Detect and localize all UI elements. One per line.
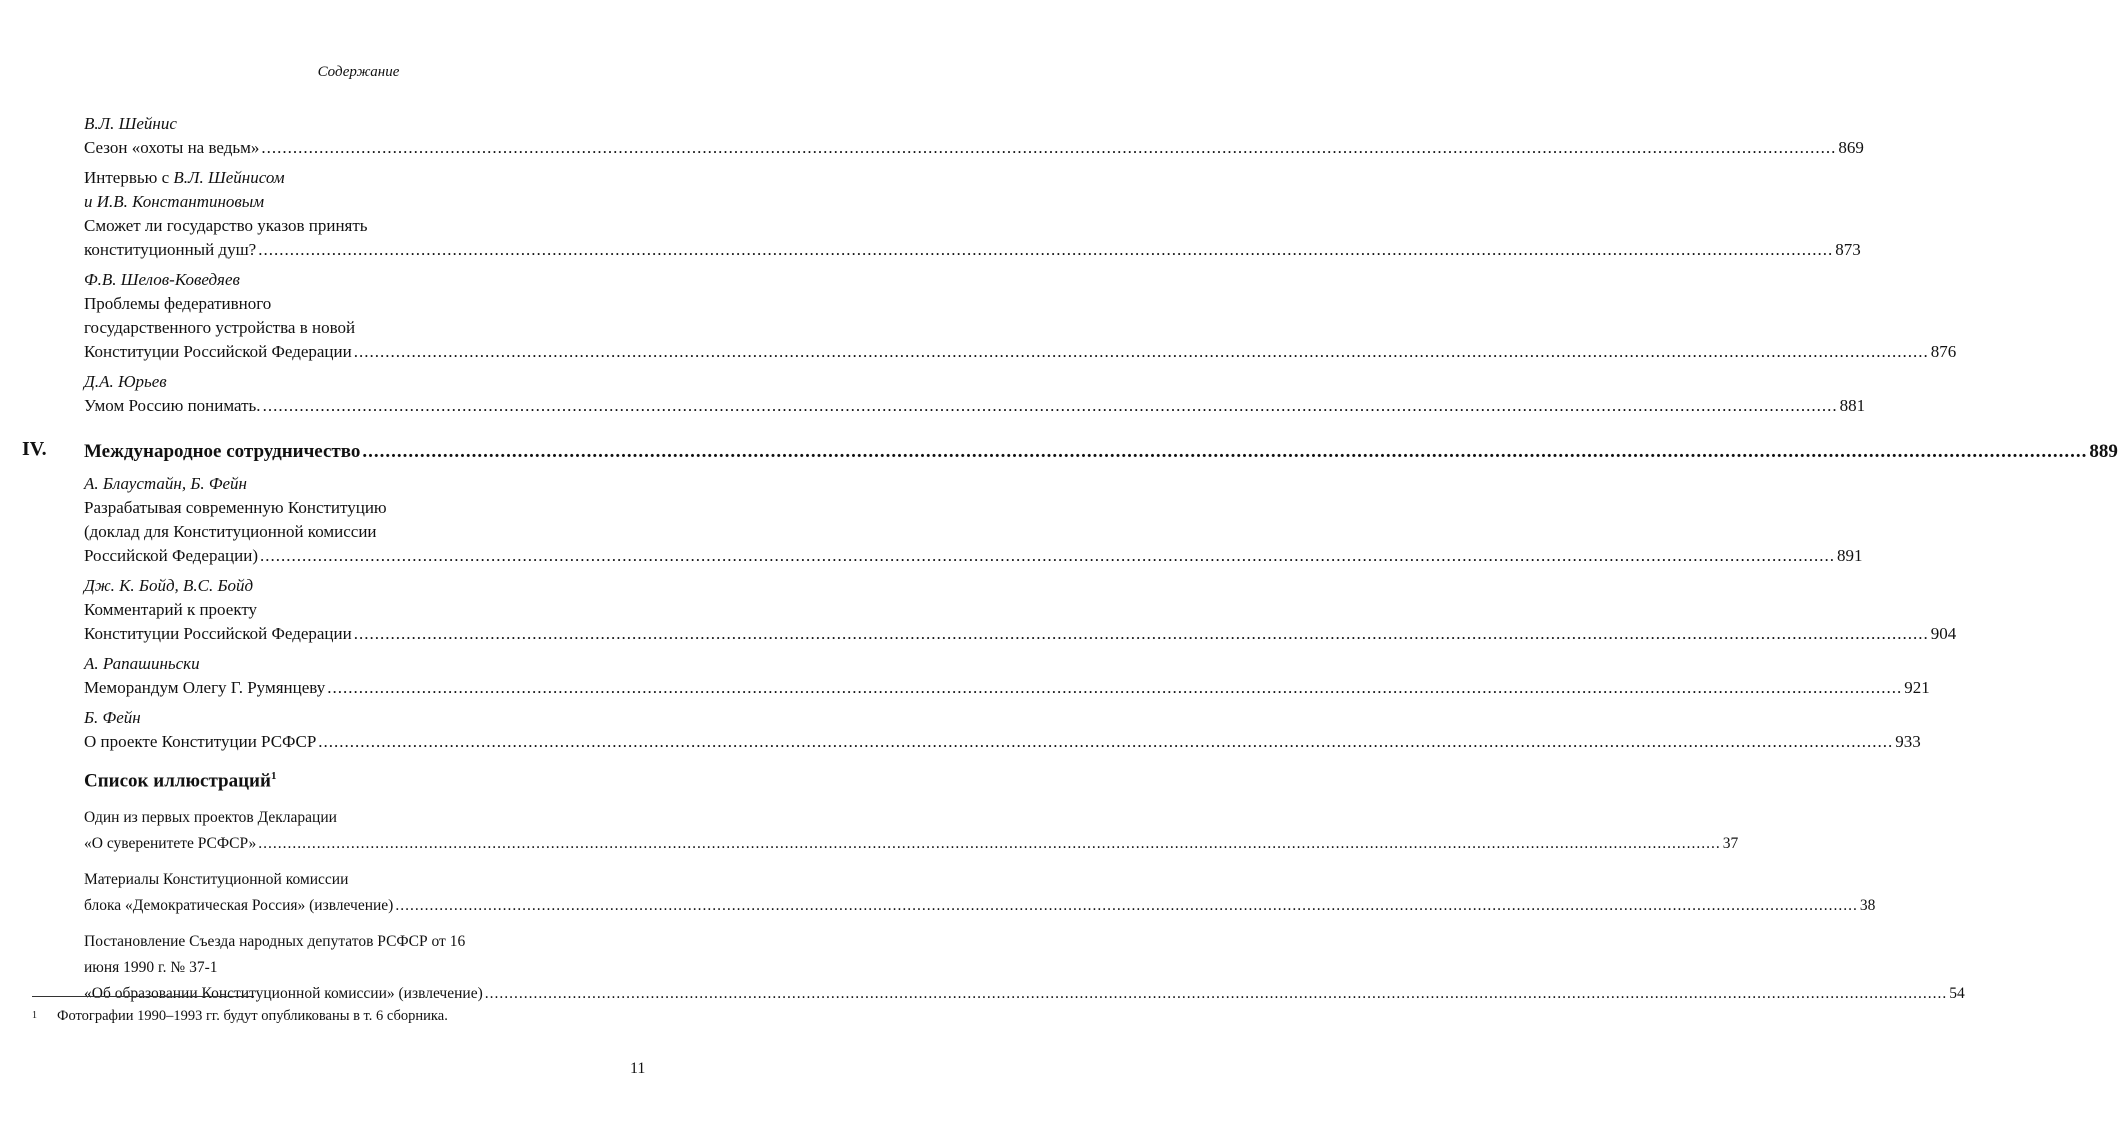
toc-entry-line: Материалы Конституционной комиссии (84, 871, 349, 889)
dot-leader: ............................................................................................................................................................................................................................................................................................................ (362, 441, 2088, 462)
dot-leader: ............................................................................................................................................................................................................................................................................................................ (327, 678, 1903, 697)
toc-entry-title: конституционный душ? (84, 240, 257, 259)
section-title-line (84, 438, 2118, 466)
toc-page-number: 876 (1930, 342, 1957, 361)
toc-entry-title: «Об образовании Конституционной комиссии» (извлечение) (84, 985, 483, 1003)
toc-entry-line: Постановление Съезда народных депутатов РСФСР от 16 (84, 933, 466, 951)
toc-entry-title: Конституции Российской Федерации (84, 624, 352, 643)
dot-leader: ............................................................................................................................................................................................................................................................................................................ (258, 240, 1834, 259)
toc-entry-title: Конституции Российской Федерации (84, 342, 352, 361)
section-heading[interactable] (0, 438, 2118, 466)
toc-entry[interactable] (84, 574, 1957, 646)
toc-entry-line: государственного устройства в новой (84, 318, 356, 337)
illustrations-heading (84, 762, 717, 795)
toc-entry-author: Д.А. Юрьев (84, 372, 167, 391)
table-of-contents (0, 112, 2118, 1017)
section-title: Международное сотрудничество (84, 441, 361, 462)
footnote (32, 1006, 672, 1026)
dot-leader: ............................................................................................................................................................................................................................................................................................................ (395, 897, 1858, 915)
toc-leader-line (84, 676, 1930, 700)
toc-page-number: 869 (1838, 138, 1864, 157)
toc-entry-author: В.Л. Шейнис (84, 114, 177, 133)
toc-entry-title: О проекте Конституции РСФСР (84, 732, 317, 751)
toc-entry-title: Сезон «охоты на ведьм» (84, 138, 260, 157)
toc-entry-title: Умом Россию понимать. (84, 396, 261, 415)
toc-entry-author: Дж. К. Бойд, В.С. Бойд (84, 576, 254, 595)
toc-entry[interactable] (84, 867, 1876, 919)
footnote-text: Фотографии 1990–1993 гг. будут опубликованы в т. 6 сборника. (57, 1008, 448, 1024)
entries-section (0, 472, 1957, 754)
toc-entry[interactable] (84, 652, 1930, 700)
toc-leader-line (84, 893, 1876, 919)
toc-entry-line: Сможет ли государство указов принять (84, 216, 368, 235)
toc-entry-author: Ф.В. Шелов-Коведяев (84, 270, 240, 289)
section-number: IV. (22, 438, 47, 460)
toc-entry[interactable] (84, 472, 1863, 568)
toc-leader-line (84, 730, 1921, 754)
toc-page-number: 38 (1859, 897, 1876, 915)
toc-page-number: 891 (1836, 546, 1863, 565)
toc-entry-author: Б. Фейн (84, 708, 141, 727)
toc-entry-line: июня 1990 г. № 37-1 (84, 959, 218, 977)
toc-entry[interactable] (84, 370, 1866, 418)
toc-entry[interactable] (84, 805, 1739, 857)
dot-leader: ............................................................................................................................................................................................................................................................................................................ (318, 732, 1894, 751)
toc-page-number: 904 (1930, 624, 1957, 643)
toc-page-number: 54 (1949, 985, 1965, 1003)
toc-leader-line (84, 831, 1739, 857)
dot-leader: ............................................................................................................................................................................................................................................................................................................ (353, 342, 1929, 361)
toc-entry[interactable] (84, 166, 1861, 262)
toc-leader-line (84, 981, 1965, 1007)
section-page: 889 (2089, 441, 2118, 462)
toc-entry-line: (доклад для Конституционной комиссии (84, 522, 377, 541)
toc-leader-line (84, 544, 1863, 568)
toc-page-number: 881 (1839, 396, 1866, 415)
page-number: 11 (630, 1060, 646, 1077)
toc-entry-author: и И.В. Константиновым (84, 192, 265, 211)
footnote-mark: 1 (32, 1010, 37, 1021)
toc-page-number: 37 (1722, 835, 1739, 853)
toc-entry-author: А. Рапашиньски (84, 654, 200, 673)
footnote-reference[interactable]: 1 (270, 770, 277, 782)
toc-leader-line (84, 394, 1866, 418)
dot-leader: ............................................................................................................................................................................................................................................................................................................ (262, 396, 1838, 415)
toc-entry[interactable] (84, 268, 1957, 364)
intro-plain: Интервью с (84, 168, 174, 187)
toc-leader-line (84, 136, 1864, 160)
toc-leader-line (84, 340, 1957, 364)
toc-page-number: 873 (1835, 240, 1861, 259)
dot-leader: ............................................................................................................................................................................................................................................................................................................ (259, 546, 1835, 565)
toc-entry-author: А. Блаустайн, Б. Фейн (84, 474, 247, 493)
dot-leader: ............................................................................................................................................................................................................................................................................................................ (261, 138, 1837, 157)
dot-leader: ............................................................................................................................................................................................................................................................................................................ (258, 835, 1721, 853)
toc-entry-title: Меморандум Олегу Г. Румянцеву (84, 678, 326, 697)
toc-entry[interactable] (84, 706, 1921, 754)
illustrations-list (0, 805, 1965, 1007)
toc-leader-line (84, 238, 1861, 262)
toc-entry-title: блока «Демократическая Россия» (извлечение) (84, 897, 394, 915)
entries-top (0, 112, 1957, 418)
toc-page-number: 933 (1895, 732, 1921, 751)
toc-entry-line: Комментарий к проекту (84, 600, 258, 619)
toc-entry-intro (84, 166, 646, 190)
toc-entry-line: Разрабатывая современную Конституцию (84, 498, 387, 517)
toc-entry-line: Проблемы федеративного (84, 294, 272, 313)
toc-entry-line: Один из первых проектов Декларации (84, 809, 337, 827)
running-head: Содержание (317, 64, 400, 80)
toc-page-number: 921 (1904, 678, 1930, 697)
illustrations-title: Список иллюстраций (84, 770, 271, 792)
footnote-divider (32, 996, 254, 997)
toc-entry[interactable] (84, 112, 1864, 160)
dot-leader: ............................................................................................................................................................................................................................................................................................................ (353, 624, 1929, 643)
dot-leader: ............................................................................................................................................................................................................................................................................................................ (484, 985, 1948, 1003)
toc-entry-title: Российской Федерации) (84, 546, 258, 565)
toc-entry-title: «О суверенитете РСФСР» (84, 835, 257, 853)
intro-author: В.Л. Шейнисом (173, 168, 285, 187)
toc-leader-line (84, 622, 1957, 646)
